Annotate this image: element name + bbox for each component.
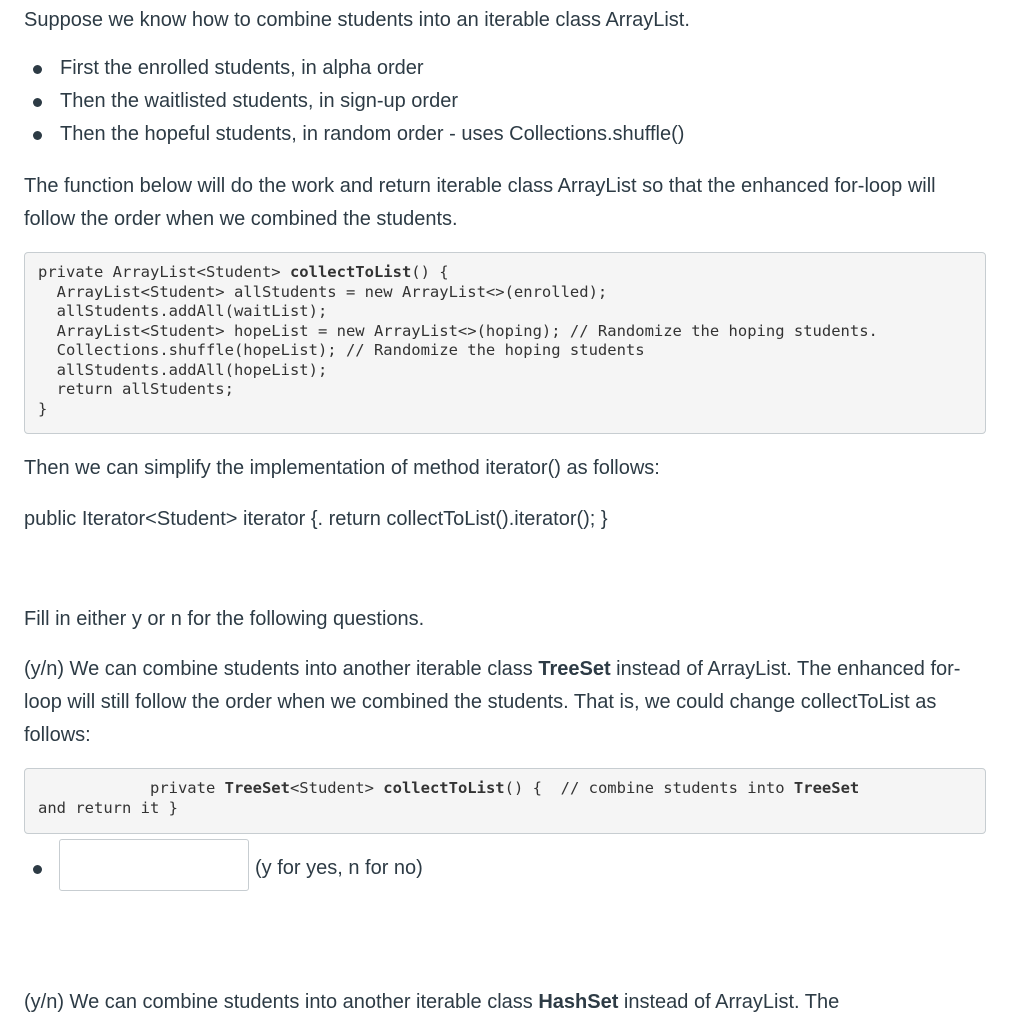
treeset-code-block	[24, 768, 986, 834]
question-hashset: (y/n) We can combine students into another iterable class HashSet instead of ArrayList. The	[24, 991, 840, 1013]
code-line: return allStudents;	[38, 380, 234, 398]
code-line: allStudents.addAll(hopeList);	[38, 360, 328, 379]
list-item: Then the waitlisted students, in sign-up order	[24, 85, 684, 118]
code-line: ArrayList<Student> allStudents = new ArrayList<>(enrolled);	[38, 282, 608, 301]
iterator-intro-text: Then we can simplify the implementation of method iterator() as follows:	[24, 457, 660, 479]
iterator-method-text: public Iterator<Student> iterator {. return collectToList().iterator(); }	[24, 508, 608, 530]
function-description: The function below will do the work and return iterable class ArrayList so that the enhanced for-loop will follow the order when we combined the students.	[24, 175, 936, 230]
code-line: private ArrayList<Student> collectToList() {	[38, 263, 449, 281]
bullet-dot	[33, 865, 42, 874]
combine-order-list	[24, 52, 684, 151]
code-line: ArrayList<Student> hopeList = new ArrayList<>(hoping); // Randomize the hoping students.	[38, 321, 878, 340]
hashset-keyword: HashSet	[538, 991, 619, 1013]
answer-input[interactable]	[59, 839, 249, 891]
code-line: private TreeSet<Student> collectToList() { // combine students into TreeSet	[38, 779, 860, 797]
list-item: Then the hopeful students, in random order - uses Collections.shuffle()	[24, 118, 684, 151]
treeset-keyword: TreeSet	[538, 658, 611, 680]
instructions-text: Fill in either y or n for the following questions.	[24, 608, 425, 630]
code-line: allStudents.addAll(waitList);	[38, 302, 328, 320]
code-line: and return it }	[38, 798, 178, 817]
question-treeset: (y/n) We can combine students into another iterable class TreeSet instead of ArrayList. The enhanced for-loop will still follow the order when we combined the students. That is, we could change collectToList as follows:	[24, 658, 961, 746]
code-line: Collections.shuffle(hopeList); // Randomize the hoping students	[38, 341, 645, 359]
collect-to-list-code-block	[24, 252, 986, 434]
code-line: }	[38, 399, 48, 418]
intro-text: Suppose we know how to combine students into an iterable class ArrayList.	[24, 9, 690, 31]
answer-hint: (y for yes, n for no)	[255, 856, 423, 879]
answer-row	[24, 851, 423, 877]
list-item: First the enrolled students, in alpha order	[24, 52, 684, 85]
